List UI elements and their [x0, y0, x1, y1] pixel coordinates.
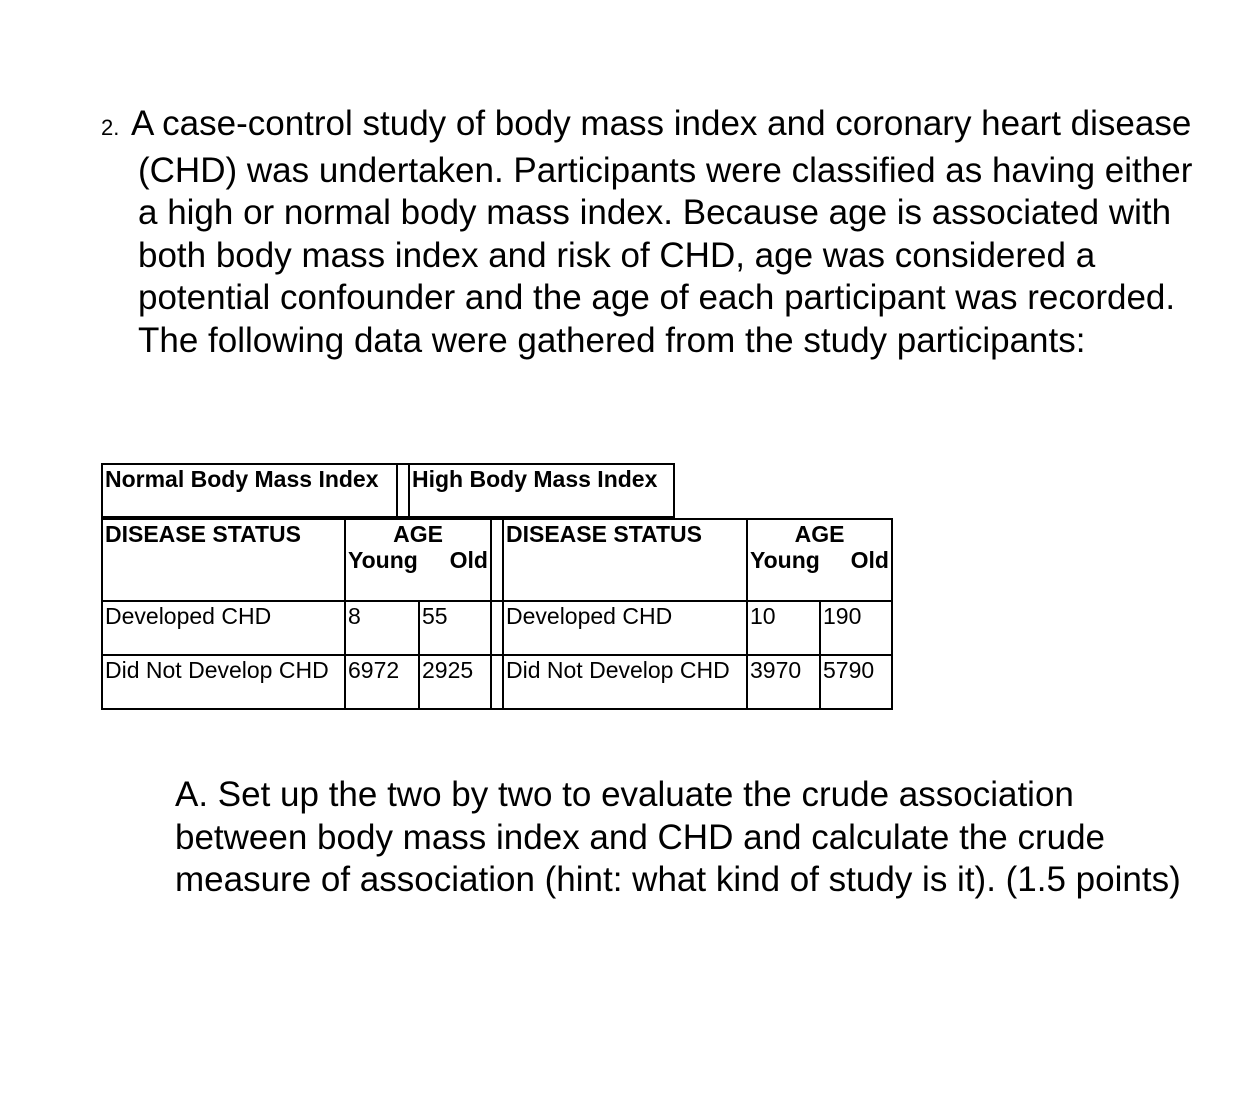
normal-old-label: Old: [449, 547, 488, 573]
normal-developed-old: 55: [418, 600, 492, 656]
high-age-label: AGE: [794, 521, 845, 547]
normal-developed-label: Developed CHD: [101, 600, 346, 656]
high-age-header: [746, 518, 893, 602]
high-disease-status-header: DISEASE STATUS: [502, 518, 748, 602]
question-2: [101, 103, 1218, 362]
high-developed-young: 10: [746, 600, 821, 656]
question-text: A case-control study of body mass index and coronary heart disease (CHD) was undertaken. Participants were classified as having either a high or normal body mass index. Because age is associated with both body mass index and risk of CHD, age was considered a potential confounder and the age of each participant was recorded. The following data were gathered from the study participants:: [131, 104, 1193, 360]
high-not-developed-label: Did Not Develop CHD: [502, 654, 748, 710]
part-a-question: A. Set up the two by two to evaluate the crude association between body mass index and CHD and calculate the crude measure of association (hint: what kind of study is it). (1.5 points): [175, 775, 1181, 899]
high-developed-label: Developed CHD: [502, 600, 748, 656]
normal-age-header: [344, 518, 492, 602]
high-age-subheaders: [750, 547, 889, 573]
high-not-developed-young: 3970: [746, 654, 821, 710]
high-young-label: Young: [750, 547, 820, 573]
normal-developed-young: 8: [344, 600, 420, 656]
normal-not-developed-label: Did Not Develop CHD: [101, 654, 346, 710]
normal-disease-status-header: DISEASE STATUS: [101, 518, 346, 602]
header-high-bmi: High Body Mass Index: [408, 463, 675, 518]
normal-not-developed-old: 2925: [418, 654, 492, 710]
normal-age-subheaders: [348, 547, 488, 573]
question-number: 2.: [101, 115, 120, 140]
normal-young-label: Young: [348, 547, 418, 573]
high-developed-old: 190: [819, 600, 893, 656]
normal-age-label: AGE: [393, 521, 443, 547]
normal-not-developed-young: 6972: [344, 654, 420, 710]
high-old-label: Old: [850, 547, 889, 573]
header-normal-bmi: Normal Body Mass Index: [101, 463, 398, 518]
high-not-developed-old: 5790: [819, 654, 893, 710]
